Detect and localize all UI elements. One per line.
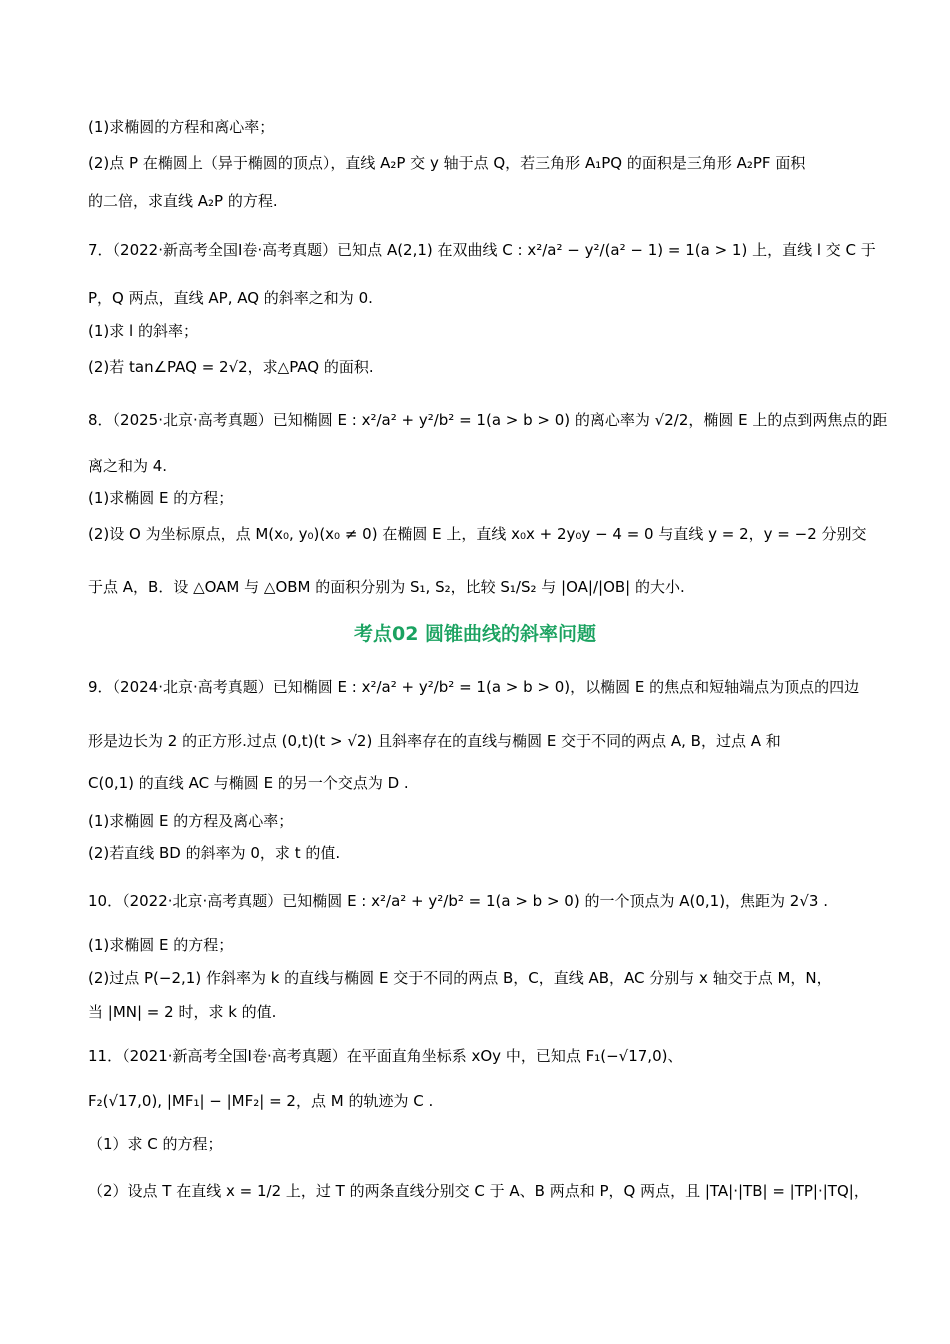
problem-line: 于点 A，B．设 △OAM 与 △OBM 的面积分别为 S₁, S₂，比较 S₁/S₂ 与 |OA|/|OB| 的大小. (88, 578, 685, 596)
problem-line: （2）设点 T 在直线 x = 1/2 上，过 T 的两条直线分别交 C 于 A、B 两点和 P，Q 两点，且 |TA|·|TB| = |TP|·|TQ|， (88, 1182, 869, 1200)
problem-line: (2)过点 P(−2,1) 作斜率为 k 的直线与椭圆 E 交于不同的两点 B，C，直线 AB，AC 分别与 x 轴交于点 M，N， (88, 969, 832, 987)
problem-line: 7．（2022·新高考全国Ⅰ卷·高考真题）已知点 A(2,1) 在双曲线 C : x²/a² − y²/(a² − 1) = 1(a > 1) 上，直线 l 交 C 于 (88, 241, 876, 259)
problem-line: (2)若直线 BD 的斜率为 0，求 t 的值. (88, 844, 341, 862)
problem-line: 形是边长为 2 的正方形.过点 (0,t)(t > √2) 且斜率存在的直线与椭圆 E 交于不同的两点 A, B，过点 A 和 (88, 732, 781, 750)
problem-line: 8．（2025·北京·高考真题）已知椭圆 E : x²/a² + y²/b² = 1(a > b > 0) 的离心率为 √2/2，椭圆 E 上的点到两焦点的距 (88, 411, 888, 429)
problem-line: 10．（2022·北京·高考真题）已知椭圆 E : x²/a² + y²/b² = 1(a > b > 0) 的一个顶点为 A(0,1)，焦距为 2√3 . (88, 892, 828, 910)
problem-line: 的二倍，求直线 A₂P 的方程. (88, 192, 278, 210)
problem-line: (1)求 l 的斜率； (88, 322, 198, 340)
problem-line: P，Q 两点，直线 AP, AQ 的斜率之和为 0. (88, 289, 373, 307)
problem-line: (1)求椭圆 E 的方程； (88, 936, 234, 954)
problem-line: 当 |MN| = 2 时，求 k 的值. (88, 1003, 277, 1021)
section-heading: 考点02 圆锥曲线的斜率问题 (353, 623, 597, 645)
problem-line: 离之和为 4. (88, 457, 168, 475)
problem-line: (1)求椭圆的方程和离心率； (88, 118, 275, 136)
problem-line: (1)求椭圆 E 的方程及离心率； (88, 812, 294, 830)
problem-line: （1）求 C 的方程； (88, 1135, 223, 1153)
problem-line: 11．（2021·新高考全国Ⅰ卷·高考真题）在平面直角坐标系 xOy 中，已知点 F₁(−√17,0)、 (88, 1047, 683, 1065)
problem-line: (2)点 P 在椭圆上（异于椭圆的顶点），直线 A₂P 交 y 轴于点 Q，若三角形 A₁PQ 的面积是三角形 A₂PF 面积 (88, 154, 806, 172)
problem-line: (2)若 tan∠PAQ = 2√2，求△PAQ 的面积. (88, 358, 374, 376)
problem-line: F₂(√17,0), |MF₁| − |MF₂| = 2，点 M 的轨迹为 C . (88, 1092, 434, 1110)
problem-line: (2)设 O 为坐标原点，点 M(x₀, y₀)(x₀ ≠ 0) 在椭圆 E 上，直线 x₀x + 2y₀y − 4 = 0 与直线 y = 2，y = −2 分别交 (88, 525, 867, 543)
problem-line: (1)求椭圆 E 的方程； (88, 489, 234, 507)
problem-line: 9．（2024·北京·高考真题）已知椭圆 E : x²/a² + y²/b² = 1(a > b > 0)，以椭圆 E 的焦点和短轴端点为顶点的四边 (88, 678, 860, 696)
problem-line: C(0,1) 的直线 AC 与椭圆 E 的另一个交点为 D . (88, 774, 409, 792)
